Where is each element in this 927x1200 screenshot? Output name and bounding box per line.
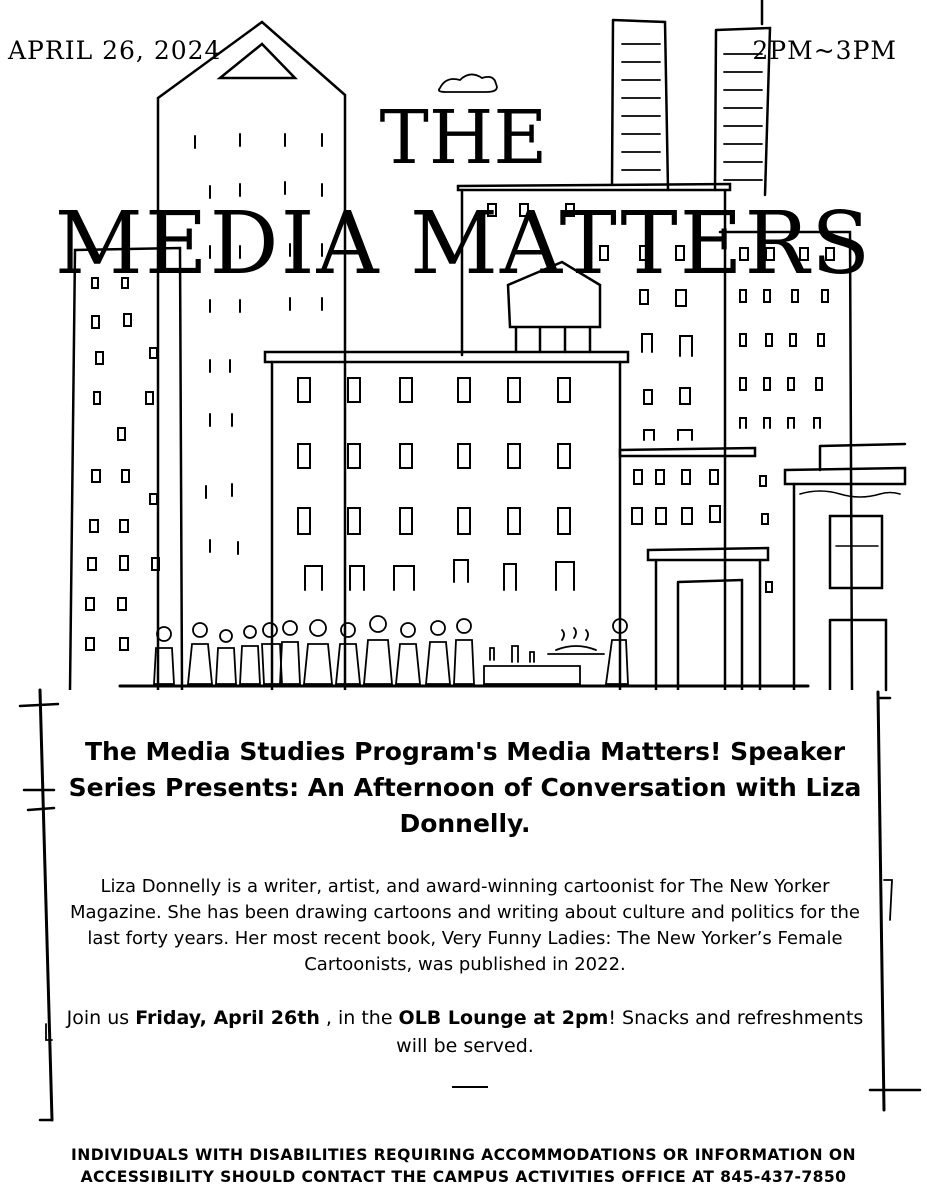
join-prefix: Join us [66, 1007, 136, 1029]
divider [452, 1086, 488, 1088]
join-place: OLB Lounge at 2pm [398, 1007, 609, 1029]
join-day: Friday, April 26th [135, 1007, 320, 1029]
event-details [62, 690, 868, 1130]
accessibility-notice-line-2: ACCESSIBILITY SHOULD CONTACT THE CAMPUS ACTIVITIES OFFICE AT 845-437-7850 [80, 1168, 847, 1186]
page-title: MEDIA MATTERS [54, 194, 873, 294]
speaker-bio: Liza Donnelly is a writer, artist, and award-winning cartoonist for The New Yorker Magazine. She has been drawing cartoons and writing about culture and politics for the last forty years. Her most recent book, Very Funny Ladies: The New Yorker’s Female Cartoonists, was published in 2022. [70, 876, 860, 975]
join-mid: , in the [319, 1007, 399, 1029]
event-time: 2PM~3PM [752, 36, 897, 65]
event-invitation [62, 1004, 868, 1060]
accessibility-notice [0, 1144, 927, 1188]
event-headline: The Media Studies Program's Media Matters! Speaker Series Presents: An Afternoon of Conversation with Liza Donnelly. [68, 737, 862, 838]
join-suffix: ! Snacks and refreshments will be served. [396, 1007, 864, 1057]
accessibility-notice-line-1: INDIVIDUALS WITH DISABILITIES REQUIRING ACCOMMODATIONS OR INFORMATION ON [71, 1146, 856, 1164]
event-date: APRIL 26, 2024 [8, 36, 222, 65]
title-the: THE [379, 95, 548, 181]
